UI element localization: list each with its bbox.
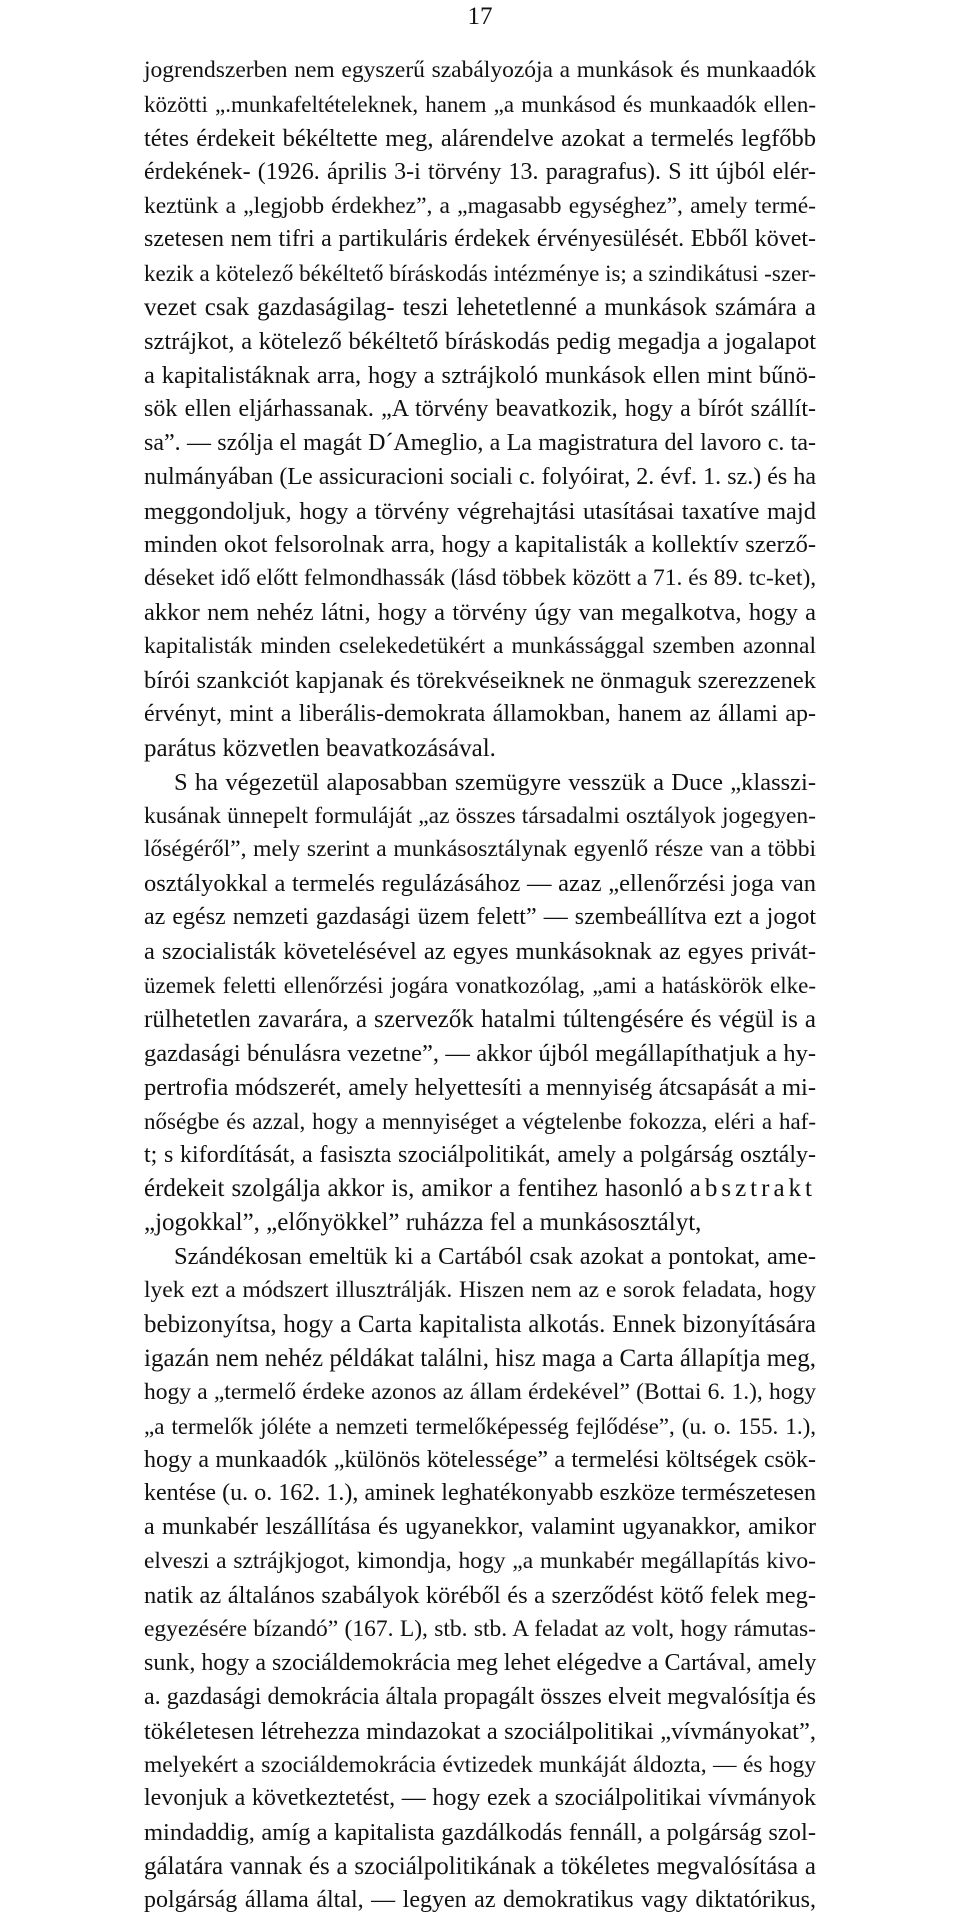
- text-line: igazán nem nehéz példákat találni, hisz maga a Carta állapítja meg,: [144, 1344, 816, 1372]
- text-line: az egész nemzeti gazdasági üzem felett” — szembeállítva ezt a jogot: [144, 904, 816, 931]
- text-line: „jogokkal”, „előnyökkel” ruházza fel a munkásosztályt,: [144, 1209, 702, 1237]
- text-line: natik az általános szabályok köréből és a szerződést kötő felek meg-: [144, 1582, 816, 1610]
- text-line: a kapitalistáknak arra, hogy a sztrájkoló munkások ellen mint bűnö-: [144, 362, 816, 390]
- text-line: gálatára vannak és a szociálpolitikának a tökéletes megvalósítása a: [144, 1853, 816, 1881]
- text-line: Szándékosan emeltük ki a Cartából csak azokat a pontokat, ame-: [174, 1243, 816, 1271]
- text-line: hogy a „termelő érdeke azonos az állam érdekével” (Bottai 6. 1.), hogy: [144, 1378, 816, 1405]
- text-line: kusának ünnepelt formuláját „az összes társadalmi osztályok jogegyen-: [144, 802, 816, 829]
- text-line: melyekért a szociáldemokrácia évtizedek munkáját áldozta, — és hogy: [144, 1751, 816, 1778]
- text-line: jogrendszerben nem egyszerű szabályozója a munkások és munkaadók: [144, 57, 816, 83]
- text-line: rülhetetlen zavarára, a szervezők hatalmi túltengésére és végül is a: [144, 1005, 816, 1033]
- text-line: a munkabér leszállítása és ugyanekkor, valamint ugyanakkor, amikor: [144, 1514, 816, 1541]
- text-line: elveszi a sztrájkjogot, kimondja, hogy „a munkabér megállapítás kivo-: [144, 1548, 816, 1575]
- text-line: gazdasági bénulásra vezetne”, — akkor újból megállapíthatjuk a hy-: [144, 1039, 816, 1067]
- page-body-text: [144, 54, 816, 1918]
- text-line: bírói szankciót kapjanak és törekvéseiknek ne önmaguk szerezzenek: [144, 667, 816, 695]
- text-line: t; s kifordítását, a fasiszta szociálpolitikát, amely a polgárság osztály-: [144, 1141, 816, 1168]
- text-line: akkor nem nehéz látni, hogy a törvény úgy van megalkotva, hogy a: [144, 599, 816, 627]
- page-number: 17: [467, 3, 493, 30]
- text-line: meggondoljuk, hogy a törvény végrehajtási utasításai taxatíve majd: [144, 497, 816, 525]
- text-line: bebizonyítsa, hogy a Carta kapitalista alkotás. Ennek bizonyítására: [144, 1310, 816, 1338]
- text-line: üzemek feletti ellenőrzési jogára vonatkozólag, „ami a hatáskörök elke-: [144, 973, 816, 999]
- text-line: minden okot felsorolnak arra, hogy a kapitalisták a kollektív szerző-: [144, 531, 816, 559]
- text-line: keztünk a „legjobb érdekhez”, a „magasabb egységhez”, amely termé-: [144, 192, 816, 219]
- text-line: osztályokkal a termelés regulázásához — azaz „ellenőrzési joga van: [144, 870, 816, 898]
- text-line: a. gazdasági demokrácia általa propagált összes elveit megvalósítja és: [144, 1683, 816, 1710]
- text-line: sök ellen eljárhassanak. „A törvény beavatkozik, hogy a bírót szállít-: [144, 395, 816, 422]
- text-line: tökéletesen létrehezza mindazokat a szociálpolitikai „vívmányokat”,: [144, 1717, 816, 1745]
- text-line: mindaddig, amíg a kapitalista gazdálkodás fennáll, a polgárság szol-: [144, 1819, 816, 1847]
- text-line: déseket idő előtt felmondhassák (lásd többek között a 71. és 89. tc-ket),: [144, 565, 817, 592]
- text-line: sa”. — szólja el magát D´Ameglio, a La magistratura del lavoro c. ta-: [144, 429, 816, 456]
- text-line: nőségbe és azzal, hogy a mennyiséget a végtelenbe fokozza, eléri a haf-: [144, 1108, 816, 1134]
- text-line: parátus közvetlen beavatkozásával.: [144, 734, 496, 762]
- letterspaced-word: absztrakt: [689, 1175, 816, 1203]
- text-line: vezet csak gazdaságilag- teszi lehetetlenné a munkások számára a: [144, 294, 816, 322]
- text-line: a szocialisták követelésével az egyes munkásoknak az egyes privát-: [144, 938, 816, 966]
- text-line: érvényt, mint a liberális-demokrata államokban, hanem az állami ap-: [144, 700, 816, 727]
- text-line: pertrofia módszerét, amely helyettesíti a mennyiség átcsapását a mi-: [144, 1073, 816, 1101]
- text-line: lőségéről”, mely szerint a munkásosztálynak egyenlő része van a többi: [144, 836, 816, 863]
- text-line: polgárság állama által, — legyen az demokratikus vagy diktatórikus,: [144, 1887, 816, 1914]
- text-line: sztrájkot, a kötelező békéltető bíráskodás pedig megadja a jogalapot: [144, 328, 816, 356]
- text-line: nulmányában (Le assicuracioni sociali c. folyóirat, 2. évf. 1. sz.) és ha: [144, 463, 816, 490]
- text-line: kapitalisták minden cselekedetükért a munkássággal szemben azonnal: [144, 633, 816, 660]
- text-line: hogy a munkaadók „különös kötelessége” a termelési költségek csök-: [144, 1446, 816, 1473]
- text-line: „a termelők jóléte a nemzeti termelőképesség fejlődése”, (u. o. 155. 1.),: [144, 1413, 816, 1439]
- text-line: közötti „.munkafeltételeknek, hanem „a munkásod és munkaadók ellen-: [144, 91, 816, 117]
- text-line: szetesen nem tifri a partikuláris érdekek érvényesülését. Ebből követ-: [144, 226, 816, 253]
- text-line: érdekének- (1926. április 3-i törvény 13. paragrafus). S itt újból elér-: [144, 158, 816, 185]
- text-line: kentése (u. o. 162. 1.), aminek leghatékonyabb eszköze természetesen: [144, 1480, 816, 1507]
- text-line: S ha végezetül alaposabban szemügyre vesszük a Duce „klasszi-: [174, 768, 816, 796]
- text-line: tétes érdekeit békéltette meg, alárendelve azokat a termelés legfőbb: [144, 124, 816, 152]
- text-line: sunk, hogy a szociáldemokrácia meg lehet elégedve a Cartával, amely: [144, 1649, 817, 1676]
- text-line: érdekeit szolgálja akkor is, amikor a fentihez hasonló absztrakt: [144, 1175, 816, 1203]
- text-line: lyek ezt a módszert illusztrálják. Hiszen nem az e sorok feladata, hogy: [144, 1277, 816, 1304]
- text-line: levonjuk a következtetést, — hogy ezek a szociálpolitikai vívmányok: [144, 1785, 816, 1812]
- text-line: kezik a kötelező békéltető bíráskodás intézménye is; a szindikátusi -szer-: [144, 261, 817, 287]
- text-line: egyezésére bízandó” (167. L), stb. stb. A feladat az volt, hogy rámutas-: [144, 1615, 816, 1642]
